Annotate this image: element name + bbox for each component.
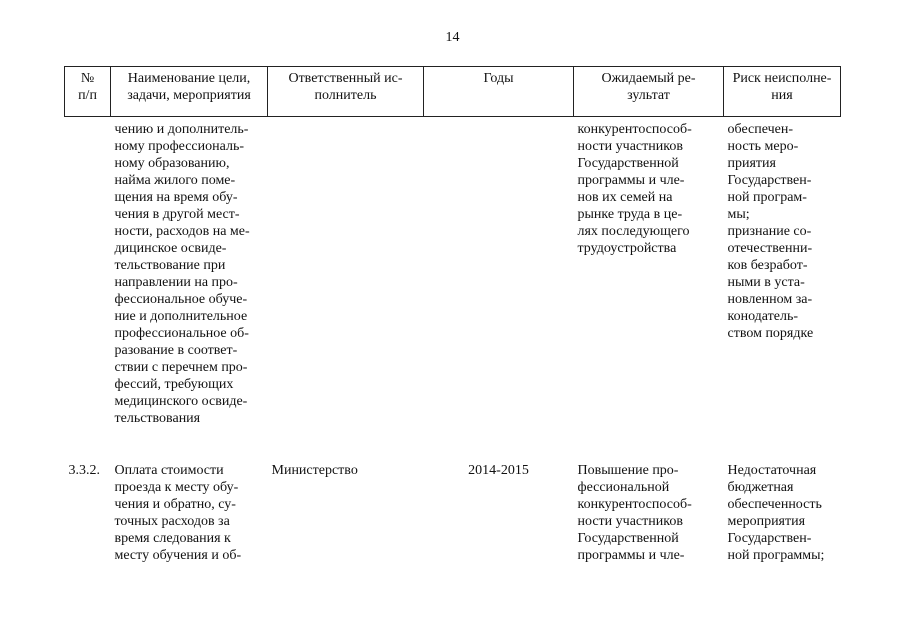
header-result: Ожидаемый ре- зультат xyxy=(574,67,724,117)
cell-name: Оплата стоимости проезда к месту обу- чения и обратно, су- точных расходов за время следования к месту обучения и об- xyxy=(114,463,242,563)
cell-risk: Недостаточная бюджетная обеспеченность мероприятия Государствен- ной программы; xyxy=(727,463,825,563)
header-name: Наименование цели, задачи, мероприятия xyxy=(111,67,268,117)
cell-result: конкурентоспособ- ности участников Государственной программы и чле- нов их семей на рынке труда в це- лях последующего трудоустройства xyxy=(577,122,692,256)
cell-responsible xyxy=(268,117,424,442)
cell-number: 3.3.2. xyxy=(68,463,100,478)
header-risk: Риск неисполне- ния xyxy=(724,67,841,117)
header-number: № п/п xyxy=(65,67,111,117)
cell-name: чению и дополнитель- ному профессиональ- ному образованию, найма жилого поме- щения на время обу- чения в другой мест- ности, расходов на ме- дицинское освиде- тельствование при направлении на про- фессиональное обуче- ние и дополнительное профессиональное об- разование в соответ- ствии с перечнем про- фессий, требующих медицинского освиде- тельствования xyxy=(114,122,250,426)
cell-responsible: Министерство xyxy=(271,463,358,478)
header-years: Годы xyxy=(424,67,574,117)
table-header-row xyxy=(65,67,841,117)
measures-table xyxy=(64,66,841,564)
page-number: 14 xyxy=(445,30,460,45)
cell-years: 2014-2015 xyxy=(468,463,529,478)
cell-result: Повышение про- фессиональной конкурентоспособ- ности участников Государственной программы и чле- xyxy=(577,463,692,563)
table-row xyxy=(65,441,841,564)
cell-years xyxy=(424,117,574,442)
header-responsible: Ответственный ис- полнитель xyxy=(268,67,424,117)
cell-number xyxy=(65,117,111,442)
table-body xyxy=(65,117,841,565)
table-row xyxy=(65,117,841,442)
cell-risk: обеспечен- ность меро- приятия Государствен- ной програм- мы; признание со- отечественни- ков безработ- ными в уста- новленном за- конодатель- ством порядке xyxy=(727,122,814,341)
